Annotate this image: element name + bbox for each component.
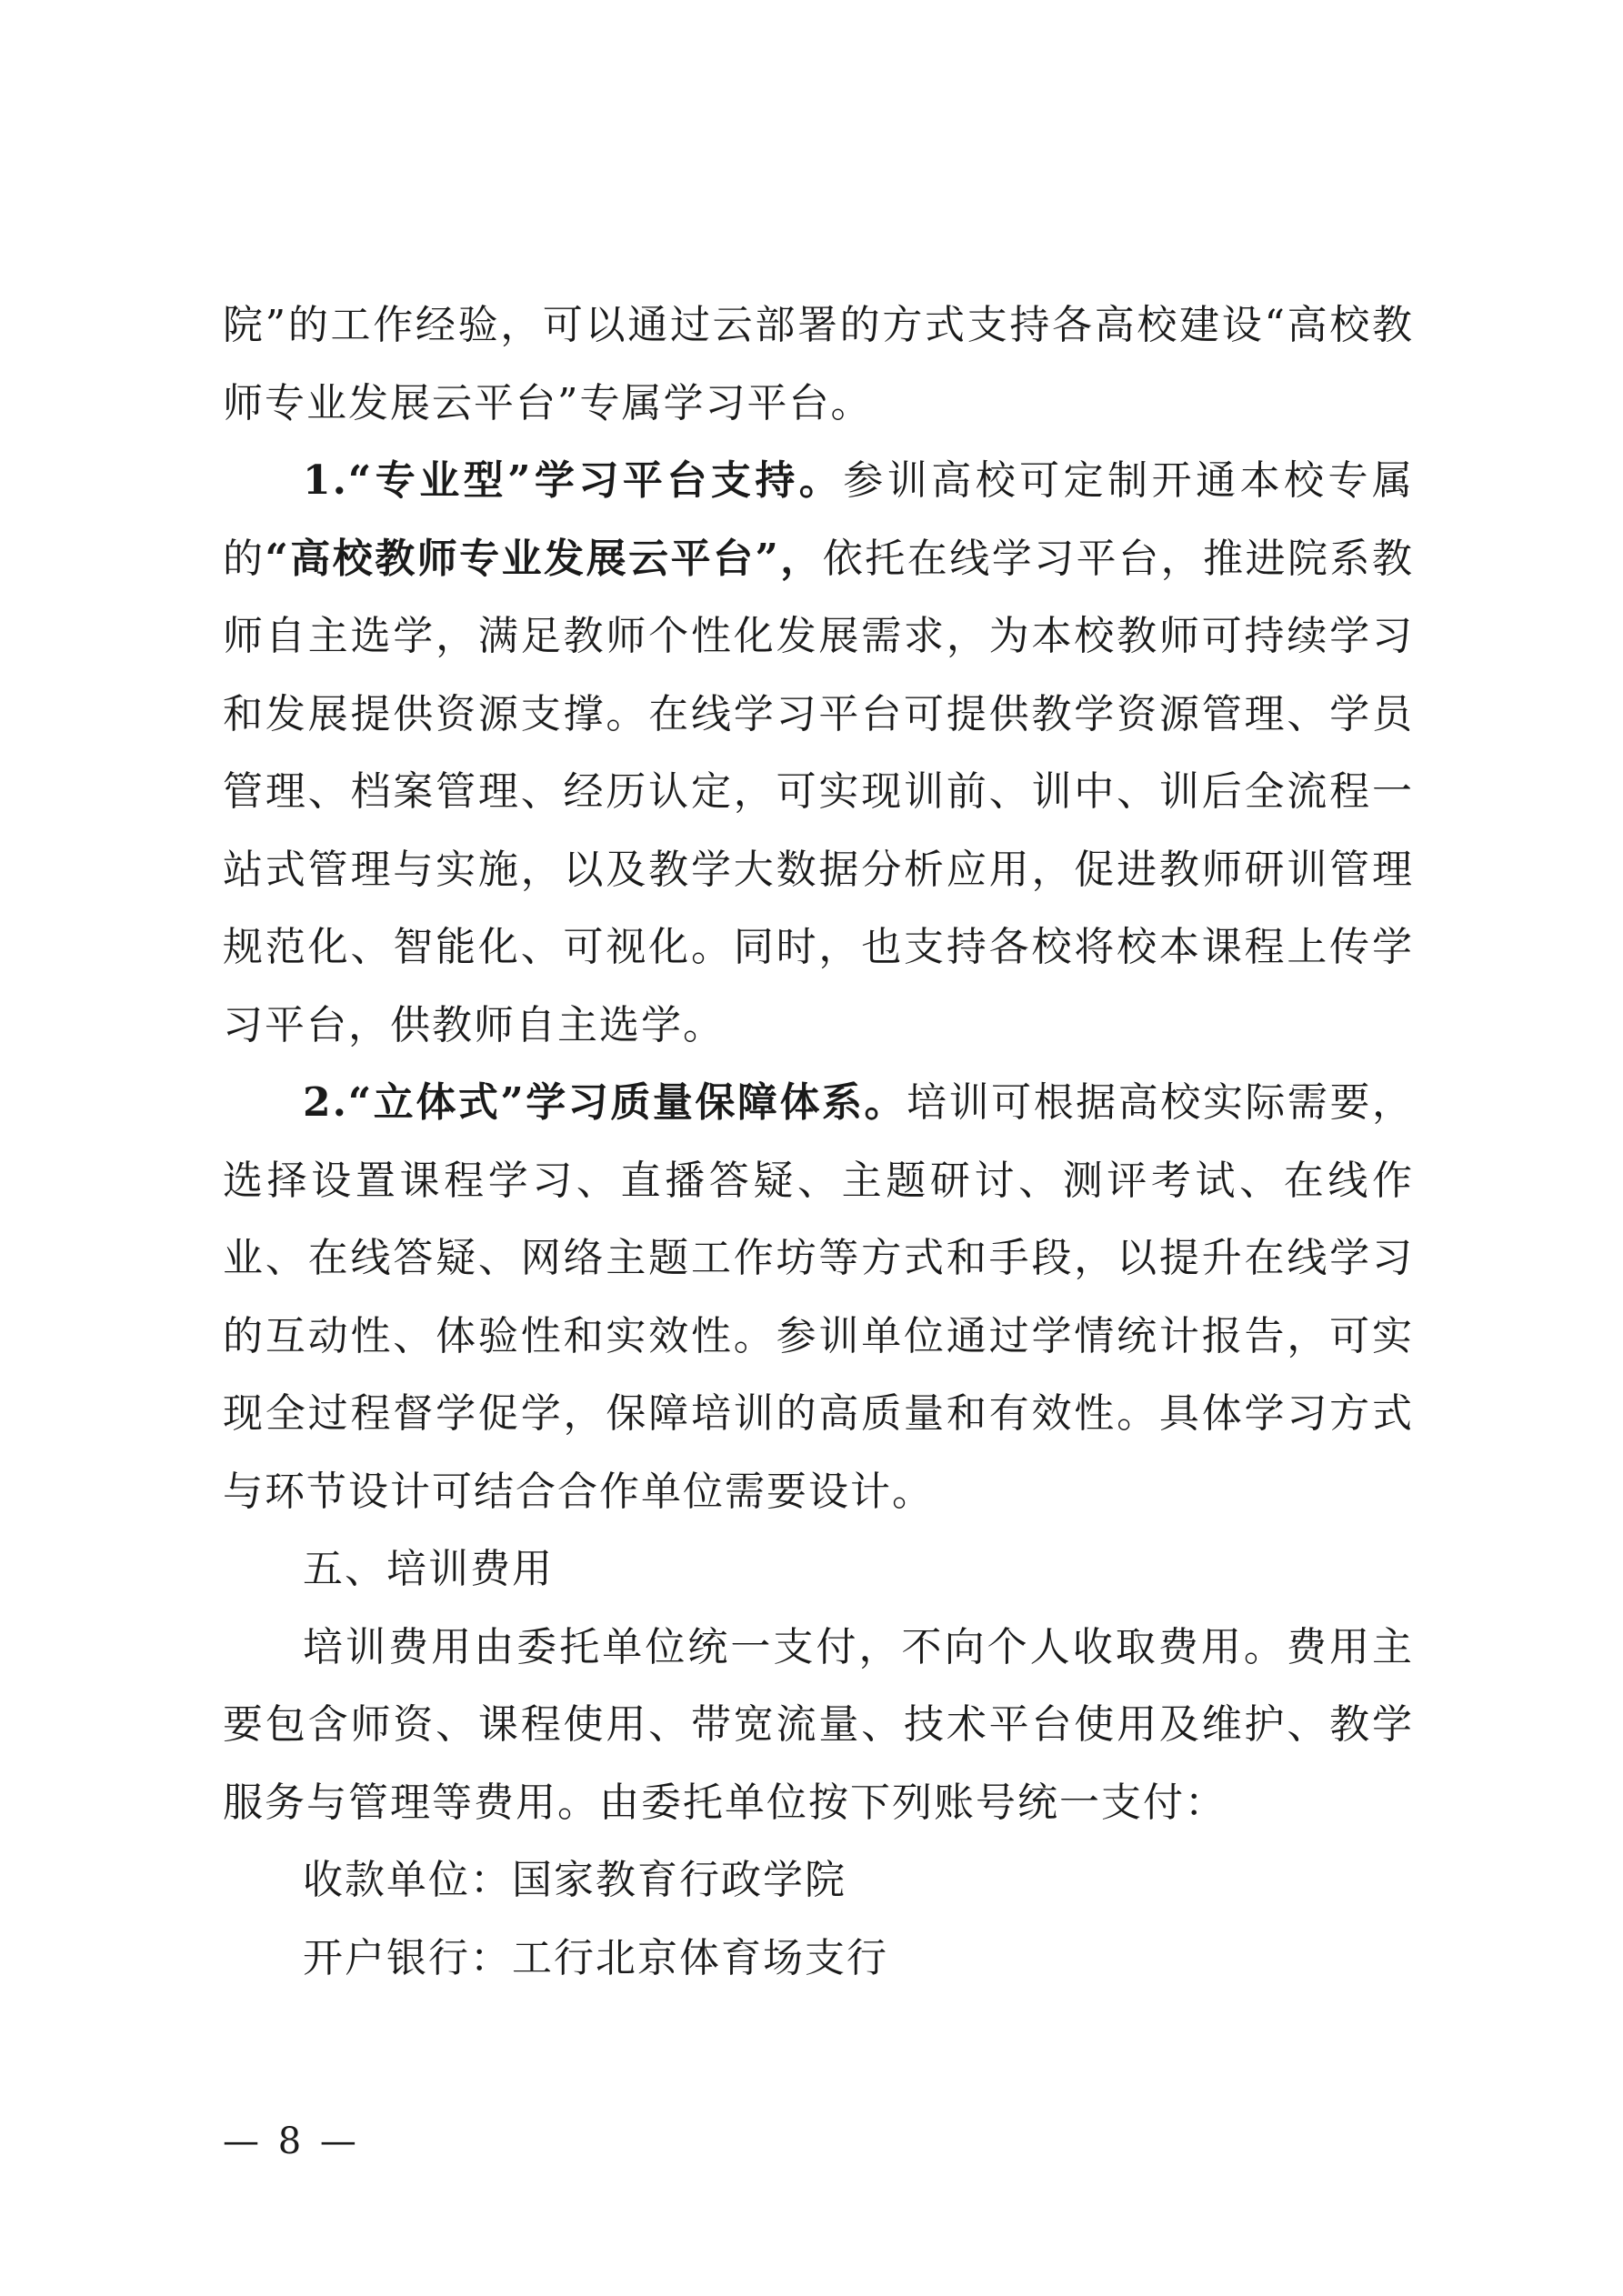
paragraph-fees: 培训费用由委托单位统一支付，不向个人收取费用。费用主要包含师资、课程使用、带宽流量、技术平台使用及维护、教学服务与管理等费用。由委托单位按下列账号统一支付： <box>223 1623 1414 1826</box>
item-1-title: 1.“专业型”学习平台支持。 <box>303 457 844 504</box>
bank-line: 开户银行：工行北京体育场支行 <box>303 1934 888 1981</box>
page-number: — 8 — <box>223 2121 360 2162</box>
item-2-title: 2.“立体式”学习质量保障体系。 <box>303 1079 907 1126</box>
section-heading-fees: 五、培训费用 <box>303 1546 554 1592</box>
paragraph-item-2 <box>223 1064 1414 1530</box>
item-1-text-a: 参训高校可定制开通本校专属的 <box>223 457 1414 582</box>
item-2-text: 培训可根据高校实际需要，选择设置课程学习、直播答疑、主题研讨、测评考试、在线作业、在线答疑、网络主题工作坊等方式和手段，以提升在线学习的互动性、体验性和实效性。参训单位通过学情统计报告，可实现全过程督学促学，保障培训的高质量和有效性。具体学习方式与环节设计可结合合作单位需要设计。 <box>223 1079 1414 1515</box>
page-body <box>223 286 1414 1997</box>
paragraph-item-1 <box>223 442 1414 1064</box>
item-1-text-b: 依托在线学习平台，推进院系教师自主选学，满足教师个性化发展需求，为本校教师可持续学习和发展提供资源支撑。在线学习平台可提供教学资源管理、学员管理、档案管理、经历认定，可实现训前、训中、训后全流程一站式管理与实施，以及教学大数据分析应用，促进教师研训管理规范化、智能化、可视化。同时，也支持各校将校本课程上传学习平台，供教师自主选学。 <box>223 535 1415 1048</box>
item-1-platform-name: “高校教师专业发展云平台”， <box>265 535 823 582</box>
paragraph-intro-continuation: 院”的工作经验，可以通过云部署的方式支持各高校建设“高校教师专业发展云平台”专属学习平台。 <box>223 302 1414 426</box>
payee-line: 收款单位：国家教育行政学院 <box>303 1857 847 1903</box>
